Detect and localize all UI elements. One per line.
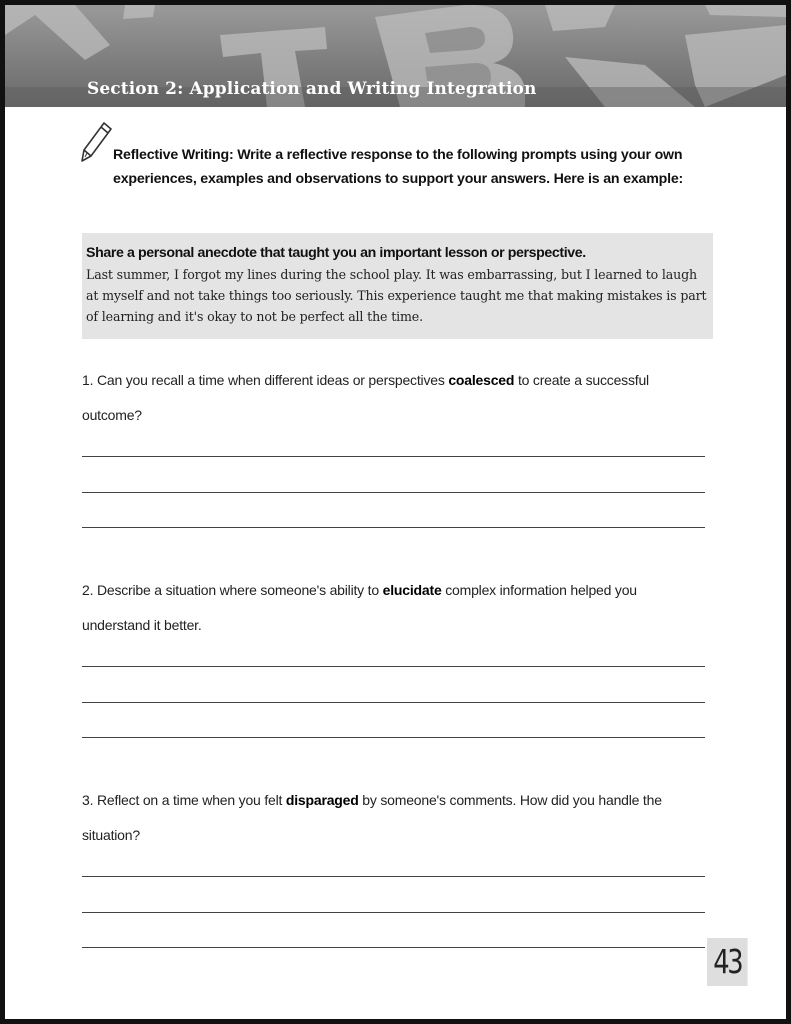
question-text: by someone's comments. How did you handle the situation?: [82, 792, 662, 843]
answer-line[interactable]: [82, 912, 705, 913]
answer-line[interactable]: [82, 527, 705, 528]
question-text: 1. Can you recall a time when different ideas or perspectives: [82, 372, 449, 388]
vocabulary-word: elucidate: [382, 582, 442, 598]
section-banner: [5, 5, 786, 107]
question-1: [82, 363, 707, 433]
answer-line[interactable]: [82, 492, 705, 493]
example-heading: Share a personal anecdote that taught you an important lesson or perspective.: [86, 245, 586, 261]
vocabulary-word: disparaged: [285, 792, 359, 808]
question-text: complex information helped you understand it better.: [82, 582, 637, 633]
question-text: 2. Describe a situation where someone's ability to: [82, 582, 383, 598]
vocabulary-word: coalesced: [448, 372, 515, 388]
answer-line[interactable]: [82, 702, 705, 703]
question-2: [82, 573, 707, 643]
answer-line[interactable]: [82, 876, 705, 877]
question-3: [82, 783, 707, 853]
answer-line[interactable]: [82, 456, 705, 457]
page-number: 43: [707, 938, 748, 986]
instructions-text: Reflective Writing: Write a reflective response to the following prompts using your own experiences, examples and observations to support your answers. Here is an example:: [113, 147, 684, 187]
pencil-icon: [80, 120, 116, 166]
answer-line[interactable]: [82, 947, 705, 948]
answer-line[interactable]: [82, 666, 705, 667]
question-text: to create a successful outcome?: [82, 372, 649, 423]
section-title: Section 2: Application and Writing Integration: [87, 79, 537, 99]
answer-line[interactable]: [82, 737, 705, 738]
example-body: Last summer, I forgot my lines during the school play. It was embarrassing, but I learned to laugh at myself and not take things too seriously. This experience taught me that making mistakes is part of learning and it's okay to not be perfect all the time.: [86, 267, 707, 324]
question-text: 3. Reflect on a time when you felt: [82, 792, 286, 808]
example-box: [82, 233, 713, 339]
